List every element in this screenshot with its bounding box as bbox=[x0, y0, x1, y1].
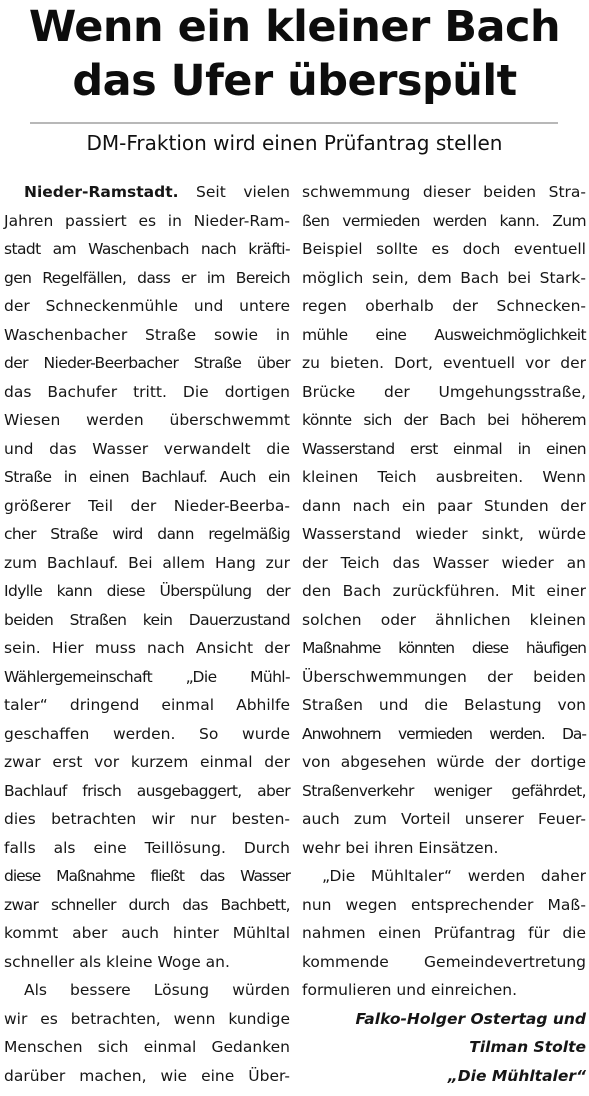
text-line: darüber machen, wie eine Über- bbox=[4, 1066, 290, 1085]
article-column-right bbox=[302, 178, 586, 1090]
author-signature-line: Tilman Stolte bbox=[469, 1038, 586, 1056]
text-line: den Bach zurückführen. Mit einer bbox=[302, 582, 586, 600]
text-line: mühle eine Ausweichmöglichkeit bbox=[302, 325, 586, 344]
text-line: stadt am Waschenbach nach kräfti- bbox=[4, 240, 290, 258]
text-line: schwemmung dieser beiden Stra- bbox=[302, 183, 586, 201]
text-line: Wählergemeinschaft „Die Mühl- bbox=[4, 667, 290, 686]
article-headline bbox=[0, 0, 589, 108]
text-line: und das Wasser verwandelt die bbox=[4, 439, 290, 458]
author-signature-organization: „Die Mühltaler“ bbox=[447, 1066, 586, 1085]
text-line: Maßnahme könnten diese häufigen bbox=[302, 639, 586, 657]
text-line: Brücke der Umgehungsstraße, bbox=[302, 382, 586, 401]
text-line: von abgesehen würde der dortige bbox=[302, 753, 586, 771]
text-line: Wiesen werden überschwemmt bbox=[4, 411, 290, 429]
text-line: der Nieder-Beerbacher Straße über bbox=[4, 354, 290, 372]
text-line: der Teich das Wasser wieder an bbox=[302, 553, 586, 572]
text-line bbox=[4, 178, 290, 207]
text-line: nun wegen entsprechender Maß- bbox=[302, 895, 586, 914]
text-line: Waschenbacher Straße sowie in bbox=[4, 325, 290, 344]
text-line: das Bachufer tritt. Die dortigen bbox=[4, 382, 290, 401]
headline-divider bbox=[30, 122, 558, 124]
text-line: Als bessere Lösung würden bbox=[24, 981, 290, 999]
text-line: kommt aber auch hinter Mühltal bbox=[4, 924, 290, 942]
text-line: Straße in einen Bachlauf. Auch ein bbox=[4, 468, 290, 486]
text-line: nahmen einen Prüfantrag für die bbox=[302, 924, 586, 942]
text-line: kommende Gemeindevertretung bbox=[302, 952, 586, 971]
text-line: könnte sich der Bach bei höherem bbox=[302, 411, 586, 429]
text-line: Beispiel sollte es doch eventuell bbox=[302, 240, 586, 258]
headline-line-2: das Ufer überspült bbox=[72, 56, 517, 106]
text-line: Bachlauf frisch ausgebaggert, aber bbox=[4, 781, 290, 800]
text-line: Menschen sich einmal Gedanken bbox=[4, 1038, 290, 1056]
article-column-left bbox=[4, 178, 290, 1090]
text-line: dies betrachten wir nur besten- bbox=[4, 810, 290, 828]
article-dateline: Nieder-Ramstadt. bbox=[24, 183, 179, 201]
text-line: beiden Straßen kein Dauerzustand bbox=[4, 610, 290, 629]
text-line: Anwohnern vermieden werden. Da- bbox=[302, 724, 586, 743]
text-line: der Schneckenmühle und untere bbox=[4, 297, 290, 315]
text-line: sein. Hier muss nach Ansicht der bbox=[4, 639, 290, 657]
text-line: Wasserstand wieder sinkt, würde bbox=[302, 525, 586, 543]
text-line: falls als eine Teillösung. Durch bbox=[4, 838, 290, 857]
article-subheadline: DM-Fraktion wird einen Prüfantrag stellen bbox=[86, 131, 503, 155]
text-line: wehr bei ihren Einsätzen. bbox=[302, 838, 499, 857]
text-line: geschaffen werden. So wurde bbox=[4, 724, 290, 743]
text-line: schneller als kleine Woge an. bbox=[4, 952, 230, 971]
text-line: formulieren und einreichen. bbox=[302, 981, 518, 999]
text-line: zwar schneller durch das Bachbett, bbox=[4, 895, 290, 914]
text-line: cher Straße wird dann regelmäßig bbox=[4, 525, 290, 543]
text-line: zum Bachlauf. Bei allem Hang zur bbox=[4, 553, 290, 572]
text-line: gen Regelfällen, dass er im Bereich bbox=[4, 268, 290, 287]
text-line: wir es betrachten, wenn kundige bbox=[4, 1009, 290, 1028]
text-line: solchen oder ähnlichen kleinen bbox=[302, 610, 586, 629]
text-line: Straßen und die Belastung von bbox=[302, 696, 586, 714]
text-line: dann nach ein paar Stunden der bbox=[302, 496, 586, 515]
text-line: Wasserstand erst einmal in einen bbox=[302, 439, 586, 458]
text-line: Überschwemmungen der beiden bbox=[302, 667, 586, 686]
text-line: Straßenverkehr weniger gefährdet, bbox=[302, 781, 586, 800]
headline-line-1: Wenn ein kleiner Bach bbox=[28, 2, 561, 52]
text-line: möglich sein, dem Bach bei Stark- bbox=[302, 268, 586, 287]
author-signature-line: Falko-Holger Ostertag und bbox=[355, 1009, 586, 1028]
text-line: diese Maßnahme fließt das Wasser bbox=[4, 867, 290, 885]
text-line: regen oberhalb der Schnecken- bbox=[302, 297, 586, 315]
text-line: größerer Teil der Nieder-Beerba- bbox=[4, 496, 290, 515]
text-line: kleinen Teich ausbreiten. Wenn bbox=[302, 468, 586, 486]
text-line: zwar erst vor kurzem einmal der bbox=[4, 753, 290, 771]
text-line: „Die Mühltaler“ werden daher bbox=[322, 867, 586, 885]
text-line: Idylle kann diese Überspülung der bbox=[4, 582, 290, 600]
text-line: auch zum Vorteil unserer Feuer- bbox=[302, 810, 586, 828]
text-line: ßen vermieden werden kann. Zum bbox=[302, 211, 586, 230]
text-line: Jahren passiert es in Nieder-Ram- bbox=[4, 211, 290, 230]
text-line-rest: Seit vielen bbox=[178, 183, 290, 201]
text-line: taler“ dringend einmal Abhilfe bbox=[4, 696, 290, 714]
text-line: zu bieten. Dort, eventuell vor der bbox=[302, 354, 586, 372]
